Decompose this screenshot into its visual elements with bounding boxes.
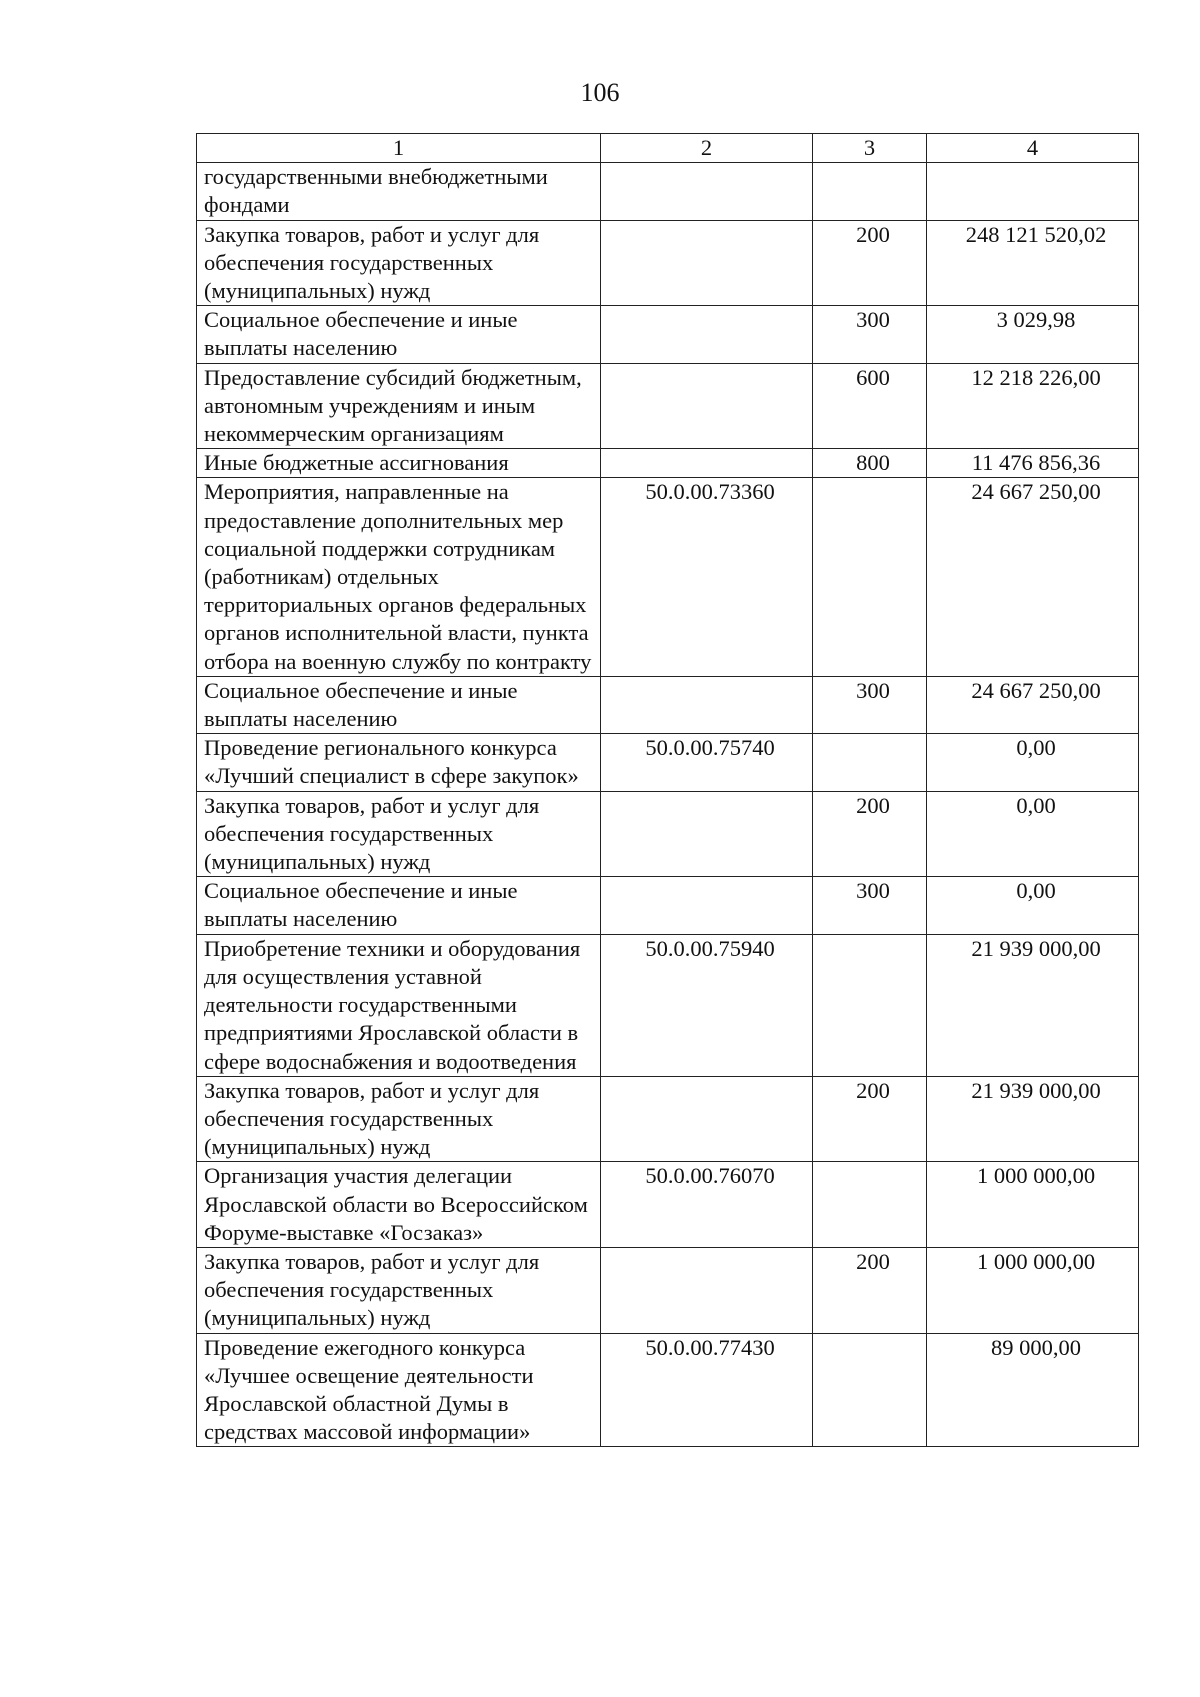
row-type: [813, 734, 927, 791]
row-type: 200: [813, 791, 927, 877]
row-type: 200: [813, 220, 927, 306]
table-row: [197, 449, 1139, 478]
row-code: [601, 449, 813, 478]
row-name: Приобретение техники и оборудования для осуществления уставной деятельности государственными предприятиями Ярославской области в сфере водоснабжения и водоотведения: [197, 934, 601, 1076]
table-row: [197, 877, 1139, 934]
row-code: [601, 1247, 813, 1333]
table-row: [197, 934, 1139, 1076]
row-type: [813, 163, 927, 220]
column-header-1: 1: [197, 134, 601, 163]
table-row: [197, 1333, 1139, 1447]
row-name: Закупка товаров, работ и услуг для обеспечения государственных (муниципальных) нужд: [197, 1247, 601, 1333]
row-name: Предоставление субсидий бюджетным, автономным учреждениям и иным некоммерческим организациям: [197, 363, 601, 449]
row-code: [601, 220, 813, 306]
table-header-row: [197, 134, 1139, 163]
row-code: 50.0.00.75940: [601, 934, 813, 1076]
row-name: Организация участия делегации Ярославской области во Всероссийском Форуме-выставке «Госзаказ»: [197, 1162, 601, 1248]
row-amount: 11 476 856,36: [927, 449, 1139, 478]
table-row: [197, 478, 1139, 676]
row-type: [813, 1162, 927, 1248]
row-amount: 0,00: [927, 877, 1139, 934]
row-type: 800: [813, 449, 927, 478]
page-number: 106: [580, 78, 620, 107]
row-amount: [927, 163, 1139, 220]
row-type: [813, 1333, 927, 1447]
row-name: Социальное обеспечение и иные выплаты населению: [197, 877, 601, 934]
row-type: 600: [813, 363, 927, 449]
row-name: Закупка товаров, работ и услуг для обеспечения государственных (муниципальных) нужд: [197, 1076, 601, 1162]
row-name: Социальное обеспечение и иные выплаты населению: [197, 676, 601, 733]
budget-table: [196, 133, 1139, 1447]
column-header-2: 2: [601, 134, 813, 163]
row-type: 300: [813, 877, 927, 934]
row-amount: 89 000,00: [927, 1333, 1139, 1447]
row-type: 200: [813, 1247, 927, 1333]
row-amount: 248 121 520,02: [927, 220, 1139, 306]
row-amount: 21 939 000,00: [927, 934, 1139, 1076]
row-name: Закупка товаров, работ и услуг для обеспечения государственных (муниципальных) нужд: [197, 220, 601, 306]
row-type: [813, 934, 927, 1076]
row-name: Социальное обеспечение и иные выплаты населению: [197, 306, 601, 363]
column-header-3: 3: [813, 134, 927, 163]
row-code: 50.0.00.77430: [601, 1333, 813, 1447]
table-row: [197, 1162, 1139, 1248]
table-row: [197, 734, 1139, 791]
row-type: [813, 478, 927, 676]
row-code: [601, 306, 813, 363]
table-row: [197, 363, 1139, 449]
row-name: Проведение ежегодного конкурса «Лучшее освещение деятельности Ярославской областной Думы в средствах массовой информации»: [197, 1333, 601, 1447]
row-amount: 0,00: [927, 734, 1139, 791]
row-type: 300: [813, 676, 927, 733]
table-row: [197, 1247, 1139, 1333]
table-row: [197, 1076, 1139, 1162]
row-name: Мероприятия, направленные на предоставление дополнительных мер социальной поддержки сотрудникам (работникам) отдельных территориальных органов федеральных органов исполнительной власти, пункта отбора на военную службу по контракту: [197, 478, 601, 676]
row-code: [601, 363, 813, 449]
column-header-4: 4: [927, 134, 1139, 163]
row-amount: 1 000 000,00: [927, 1162, 1139, 1248]
table-row: [197, 163, 1139, 220]
row-type: 200: [813, 1076, 927, 1162]
row-code: [601, 163, 813, 220]
row-code: 50.0.00.73360: [601, 478, 813, 676]
row-amount: 24 667 250,00: [927, 478, 1139, 676]
row-amount: 24 667 250,00: [927, 676, 1139, 733]
row-name: Проведение регионального конкурса «Лучший специалист в сфере закупок»: [197, 734, 601, 791]
row-code: [601, 791, 813, 877]
row-name: государственными внебюджетными фондами: [197, 163, 601, 220]
row-code: [601, 877, 813, 934]
row-code: [601, 676, 813, 733]
row-amount: 12 218 226,00: [927, 363, 1139, 449]
row-name: Иные бюджетные ассигнования: [197, 449, 601, 478]
row-code: [601, 1076, 813, 1162]
table-row: [197, 220, 1139, 306]
row-code: 50.0.00.76070: [601, 1162, 813, 1248]
row-amount: 21 939 000,00: [927, 1076, 1139, 1162]
row-amount: 1 000 000,00: [927, 1247, 1139, 1333]
table-row: [197, 306, 1139, 363]
row-amount: 3 029,98: [927, 306, 1139, 363]
row-amount: 0,00: [927, 791, 1139, 877]
row-type: 300: [813, 306, 927, 363]
row-code: 50.0.00.75740: [601, 734, 813, 791]
table-row: [197, 676, 1139, 733]
row-name: Закупка товаров, работ и услуг для обеспечения государственных (муниципальных) нужд: [197, 791, 601, 877]
table-row: [197, 791, 1139, 877]
